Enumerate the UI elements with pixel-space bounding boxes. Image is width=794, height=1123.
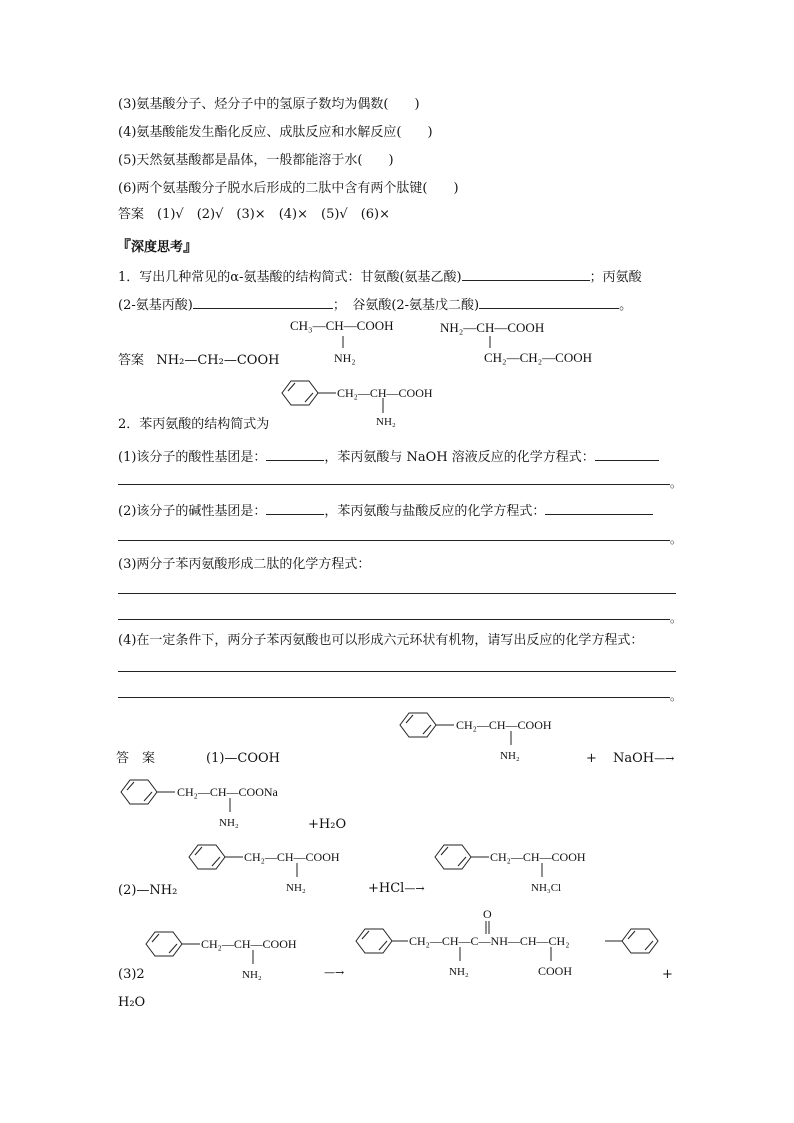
salt-sub: NH₂ <box>219 817 239 829</box>
dipeptide-sub-nh2: NH₂ <box>449 966 469 978</box>
plus-sign: + <box>586 751 597 766</box>
bracket-close: 』 <box>183 237 199 255</box>
period: 。 <box>670 532 683 546</box>
phe-chain: CH₂—CH—COOH <box>456 718 552 732</box>
cl-sub: NH₃Cl <box>531 882 562 894</box>
sub1-text-a: (1)该分子的酸性基团是： <box>118 450 267 465</box>
answer-1-group: (1)—COOH <box>206 751 281 766</box>
problem-1-text-e: 。 <box>619 298 633 313</box>
phe-sub: NH₂ <box>242 969 262 981</box>
period: 。 <box>670 476 683 490</box>
bracket-open: 『 <box>116 237 132 255</box>
problem-2-sub4: (4)在一定条件下，两分子苯丙氨酸也可以形成六元环状有机物，请写出反应的化学方程式： <box>118 633 644 648</box>
problem-1-text-a: 1．写出几种常见的α-氨基酸的结构简式：甘氨酸(氨基乙酸) <box>118 270 462 285</box>
alanine-sub: NH₂ <box>334 351 356 365</box>
naoh-text: NaOH <box>613 751 655 766</box>
glutamic-sub: CH₂—CH₂—COOH <box>484 350 593 365</box>
benzene-ring-icon <box>121 780 157 804</box>
problem-2-intro: 2．苯丙氨酸的结构简式为 <box>118 417 270 432</box>
benzene-ring-icon <box>435 845 471 869</box>
answer-line: 答案 (1)√ (2)√ (3)× (4)× (5)√ (6)× <box>118 207 391 222</box>
phe-sub: NH₂ <box>286 882 306 894</box>
phe-chain: CH₂—CH—COOH <box>201 937 297 951</box>
plus-sign: + <box>662 967 673 982</box>
answer-2-group: (2)—NH₂ <box>118 883 178 898</box>
glutamic-chain: NH₂—CH—COOH <box>440 320 545 335</box>
question-3: (3)氨基酸分子、烃分子中的氢原子数均为偶数( ) <box>118 97 420 112</box>
dipeptide-oxygen: O <box>483 907 492 921</box>
salt-chain: CH₂—CH—COONa <box>177 785 278 799</box>
cl-chain: CH₂—CH—COOH <box>490 850 586 864</box>
benzene-ring-icon <box>400 713 436 737</box>
question-6: (6)两个氨基酸分子脱水后形成的二肽中含有两个肽键( ) <box>118 181 459 196</box>
answer-3-coeff: (3)2 <box>118 967 145 982</box>
benzene-ring-icon <box>282 381 318 405</box>
problem-1-text-b: ；丙氨酸 <box>589 270 642 285</box>
phe-chain: CH₂—CH—COOH <box>244 850 340 864</box>
phe-chain: CH₂—CH—COOH <box>337 386 433 400</box>
answers-label: 答 案 <box>116 751 156 766</box>
benzene-ring-icon <box>622 929 658 953</box>
period: 。 <box>670 689 683 703</box>
arrow-icon: —→ <box>404 882 425 895</box>
problem-1-text-d: ； 谷氨酸(2-氨基戊二酸) <box>332 298 480 313</box>
glycine-formula: NH₂—CH₂—COOH <box>156 353 280 368</box>
phe-sub: NH₂ <box>500 750 520 762</box>
dipeptide-chain: CH₂—CH—C—NH—CH—CH₂ <box>409 934 570 948</box>
sub1-text-b: ，苯丙氨酸与 NaOH 溶液反应的化学方程式： <box>324 450 595 465</box>
water-product: H₂O <box>118 995 146 1010</box>
phe-sub: NH₂ <box>376 416 396 428</box>
answer-label: 答案 <box>118 353 145 368</box>
benzene-ring-icon <box>189 845 225 869</box>
problem-2-sub3: (3)两分子苯丙氨酸形成二肽的化学方程式： <box>118 557 371 572</box>
question-4: (4)氨基酸能发生酯化反应、成肽反应和水解反应( ) <box>118 125 433 140</box>
hcl-text: +HCl <box>368 881 405 896</box>
section-title: 深度思考 <box>131 240 184 255</box>
question-5: (5)天然氨基酸都是晶体，一般都能溶于水( ) <box>118 153 394 168</box>
arrow-icon: —→ <box>324 966 345 979</box>
benzene-ring-icon <box>146 932 182 956</box>
sub2-text-a: (2)该分子的碱性基团是： <box>118 504 267 519</box>
plus-water: +H₂O <box>308 817 347 832</box>
arrow-icon: —→ <box>654 752 675 765</box>
period: 。 <box>670 611 683 625</box>
alanine-chain: CH₃—CH—COOH <box>290 318 394 333</box>
problem-1-text-c: (2-氨基丙酸) <box>118 298 193 313</box>
benzene-ring-icon <box>356 929 392 953</box>
sub2-text-b: ，苯丙氨酸与盐酸反应的化学方程式： <box>324 504 546 519</box>
dipeptide-sub-cooh: COOH <box>538 964 573 978</box>
